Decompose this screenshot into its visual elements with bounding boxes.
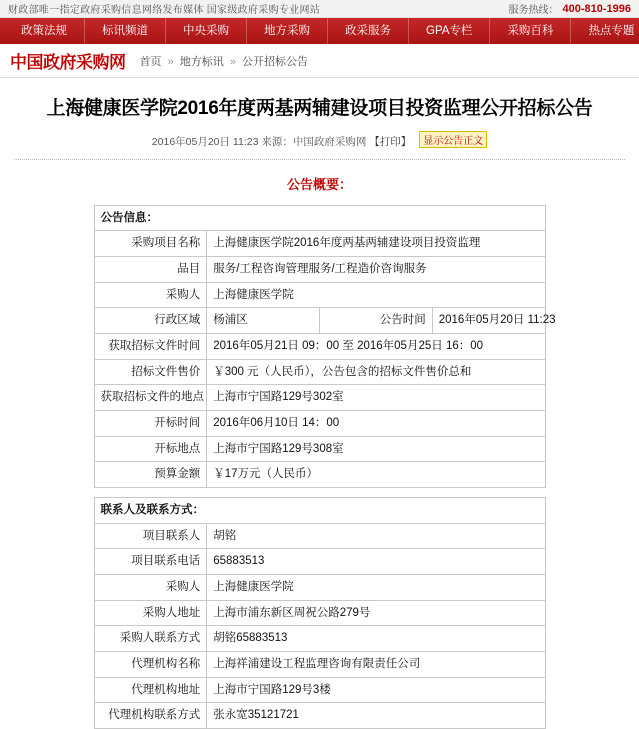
table-row (94, 205, 545, 231)
row-label: 代理机构联系方式 (94, 703, 207, 729)
breadcrumb-local-bid[interactable]: 地方标讯 (179, 55, 224, 68)
service-hotline (508, 1, 631, 16)
notice-info-table-wrap (14, 205, 625, 729)
notice-info-header: 公告信息： (94, 205, 545, 231)
article-source: 来源：中国政府采购网 (261, 135, 367, 148)
row-value: 上海健康医学院2016年度两基两辅建设项目投资监理 (207, 231, 545, 257)
publish-time-label: 公告时间 (320, 308, 433, 334)
table-row (94, 256, 545, 282)
row-label: 开标时间 (94, 411, 207, 437)
table-row (94, 626, 545, 652)
row-label: 预算金额 (94, 462, 207, 488)
row-value: ￥300 元（人民币），公告包含的招标文件售价总和 (207, 359, 545, 385)
row-label: 采购项目名称 (94, 231, 207, 257)
row-value: 2016年06月10日 14：00 (207, 411, 545, 437)
contact-info-header: 联系人及联系方式： (94, 498, 545, 524)
breadcrumb-separator-2: » (229, 55, 236, 68)
row-value: 65883513 (207, 549, 545, 575)
row-value: ￥17万元（人民币） (207, 462, 545, 488)
site-logo[interactable]: 中国政府采购网 (10, 53, 126, 72)
row-label: 项目联系人 (94, 523, 207, 549)
row-value: 2016年05月21日 09：00 至 2016年05月25日 16：00 (207, 334, 545, 360)
region-value: 杨浦区 (207, 308, 320, 334)
row-label: 品目 (94, 256, 207, 282)
main-navigation[interactable] (0, 18, 639, 44)
nav-item-central-procurement[interactable]: 中央采购 (165, 18, 246, 44)
row-value: 胡铭65883513 (207, 626, 545, 652)
breadcrumb-home[interactable]: 首页 (139, 55, 162, 68)
table-row (94, 677, 545, 703)
brand-and-breadcrumb-row (0, 44, 639, 78)
breadcrumb-open-tender-notice[interactable]: 公开招标公告 (242, 55, 308, 68)
breadcrumb-separator-1: » (167, 55, 174, 68)
site-tagline: 财政部唯一指定政府采购信息网络发布媒体 国家级政府采购专业网站 (8, 5, 321, 16)
service-hotline-number: 400-810-1996 (562, 2, 631, 15)
article-date: 2016年05月20日 11:23 (151, 135, 259, 148)
row-label: 获取招标文件的地点 (94, 385, 207, 411)
row-label: 采购人 (94, 282, 207, 308)
notice-info-table (94, 205, 556, 729)
table-row (94, 308, 545, 334)
table-row (94, 282, 545, 308)
table-row (94, 359, 545, 385)
top-info-bar (0, 0, 639, 18)
row-label: 采购人联系方式 (94, 626, 207, 652)
row-value: 上海市宁国路129号3楼 (207, 677, 545, 703)
table-row (94, 600, 545, 626)
publish-time-value: 2016年05月20日 11:23 (432, 308, 545, 334)
row-value: 上海市宁国路129号308室 (207, 436, 545, 462)
table-row (94, 411, 545, 437)
row-value: 上海健康医学院 (207, 575, 545, 601)
row-label: 采购人 (94, 575, 207, 601)
row-label: 招标文件售价 (94, 359, 207, 385)
table-row (94, 652, 545, 678)
table-spacer-row (94, 488, 545, 498)
nav-item-gpa-column[interactable]: GPA专栏 (408, 18, 489, 44)
row-label: 代理机构地址 (94, 677, 207, 703)
print-link[interactable]: 【打印】 (369, 135, 412, 148)
table-row (94, 436, 545, 462)
row-value: 上海祥浦建设工程监理咨询有限责任公司 (207, 652, 545, 678)
article-meta (14, 132, 625, 149)
table-row (94, 703, 545, 729)
nav-item-encyclopedia[interactable]: 采购百科 (489, 18, 570, 44)
show-notice-body-badge[interactable]: 显示公告正文 (419, 131, 487, 148)
nav-item-policy[interactable]: 政策法规 (21, 25, 67, 37)
divider (14, 159, 625, 160)
table-row (94, 498, 545, 524)
region-label: 行政区域 (94, 308, 207, 334)
nav-item-procurement-service[interactable]: 政采服务 (327, 18, 408, 44)
nav-item-bid-channel[interactable]: 标讯频道 (84, 18, 165, 44)
nav-item-local-procurement[interactable]: 地方采购 (246, 18, 327, 44)
table-row (94, 231, 545, 257)
breadcrumb (140, 53, 309, 69)
row-value: 胡铭 (207, 523, 545, 549)
row-label: 项目联系电话 (94, 549, 207, 575)
section-title: 公告概要： (286, 176, 352, 192)
row-label: 获取招标文件时间 (94, 334, 207, 360)
service-hotline-label: 服务热线： (508, 5, 559, 16)
table-spacer (94, 488, 545, 498)
article-body (0, 96, 639, 729)
row-value: 服务/工程咨询管理服务/工程造价咨询服务 (207, 256, 545, 282)
table-row (94, 575, 545, 601)
table-row (94, 334, 545, 360)
table-row (94, 385, 545, 411)
row-value: 上海市宁国路129号302室 (207, 385, 545, 411)
table-row (94, 523, 545, 549)
row-value: 上海健康医学院 (207, 282, 545, 308)
row-value: 上海市浦东新区周祝公路279号 (207, 600, 545, 626)
row-label: 开标地点 (94, 436, 207, 462)
page-title: 上海健康医学院2016年度两基两辅建设项目投资监理公开招标公告 (46, 98, 593, 119)
nav-item-hot-topics[interactable]: 热点专题 (570, 18, 639, 44)
row-label: 采购人地址 (94, 600, 207, 626)
row-label: 代理机构名称 (94, 652, 207, 678)
table-row (94, 549, 545, 575)
row-value: 张永宽35121721 (207, 703, 545, 729)
table-row (94, 462, 545, 488)
